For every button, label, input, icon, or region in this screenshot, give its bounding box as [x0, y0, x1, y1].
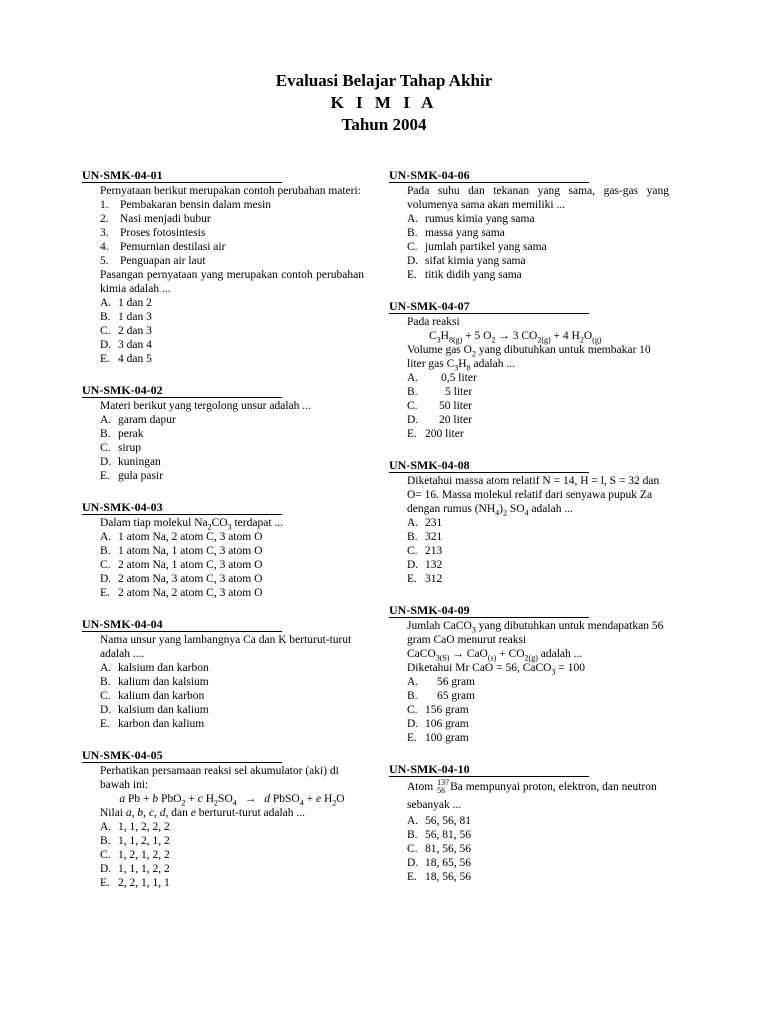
answer-option	[407, 870, 669, 884]
exam-subject: K I M I A	[330, 93, 438, 112]
text-fragment: O	[583, 330, 593, 342]
option-letter: E.	[100, 470, 110, 482]
item-number: 1.	[100, 199, 109, 211]
option-letter: A.	[407, 372, 419, 384]
question-id: UN-SMK-04-04	[82, 617, 282, 632]
option-letter: C.	[407, 545, 418, 557]
option-letter: B.	[100, 545, 111, 557]
text-fragment: Pb +	[125, 793, 153, 805]
option-text: 1 atom Na, 1 atom C, 3 atom O	[118, 545, 263, 557]
option-letter: C.	[100, 325, 111, 337]
answer-option	[407, 717, 669, 731]
list-item	[100, 254, 364, 268]
answer-option	[407, 703, 669, 717]
option-text: 81, 56, 56	[425, 843, 471, 855]
option-text: 0,5 liter	[441, 372, 477, 384]
option-text: perak	[118, 428, 144, 440]
answer-option	[407, 254, 669, 268]
answer-option	[100, 469, 364, 483]
option-letter: A.	[407, 517, 419, 529]
question-text	[407, 474, 669, 516]
option-text: 231	[425, 517, 443, 529]
answer-option	[100, 572, 364, 586]
question-03	[82, 500, 364, 600]
option-letter: A.	[100, 414, 112, 426]
question-text	[100, 516, 364, 530]
answer-option	[100, 441, 364, 455]
answer-options	[100, 296, 364, 366]
answer-option	[100, 717, 364, 731]
text-fragment: +	[303, 793, 316, 805]
option-text: 213	[425, 545, 443, 557]
question-text: Nama unsur yang lambangnya Ca dan K berturut-turut adalah ....	[100, 634, 352, 660]
item-text: Penguapan air laut	[120, 255, 206, 267]
option-text: 56, 81, 56	[425, 829, 471, 841]
statement-list	[100, 198, 364, 268]
option-text: 4 dan 5	[118, 353, 152, 365]
option-letter: D.	[100, 456, 112, 468]
question-01	[82, 168, 364, 366]
text-fragment: C	[429, 330, 437, 342]
option-letter: D.	[100, 573, 112, 585]
option-text: 18, 65, 56	[425, 857, 471, 869]
option-letter: E.	[100, 877, 110, 889]
option-letter: B.	[100, 428, 111, 440]
text-fragment: yang dibutuhkan untuk mendapatkan 56 gram CaO menurut reaksi	[407, 620, 664, 646]
option-letter: D.	[407, 414, 419, 426]
answer-option	[407, 385, 669, 399]
element-symbol: Ba	[450, 781, 463, 793]
item-number: 2.	[100, 213, 109, 225]
text-fragment: +	[185, 793, 198, 805]
text-fragment: Diketahui massa atom relatif N = 14, H = l, S = 32 dan O= 16. Massa molekul relatif dari senyawa pupuk Za dengan rumus (NH	[407, 475, 660, 515]
text-fragment: SO	[507, 503, 525, 515]
option-letter: A.	[100, 821, 112, 833]
nuclide-notation	[437, 779, 449, 795]
option-text: 1, 2, 1, 2, 2	[118, 849, 170, 861]
answer-options	[100, 530, 364, 600]
option-letter: E.	[100, 353, 110, 365]
option-text: 200 liter	[425, 428, 464, 440]
arrow-icon: →	[244, 793, 257, 805]
subscript: 4	[495, 508, 500, 518]
option-text: 1, 1, 2, 2, 2	[118, 821, 170, 833]
answer-option	[407, 731, 669, 745]
option-text: jumlah partikel yang sama	[425, 241, 547, 253]
subscript: (s)	[487, 653, 497, 663]
option-letter: A.	[100, 531, 112, 543]
option-letter: B.	[407, 690, 418, 702]
answer-option	[407, 814, 669, 828]
text-fragment: adalah ...	[537, 648, 583, 660]
answer-option	[407, 828, 669, 842]
reaction-equation	[100, 792, 364, 806]
option-text: sifat kimia yang sama	[425, 255, 526, 267]
reaction-equation	[407, 647, 669, 661]
answer-options	[407, 814, 669, 884]
option-letter: A.	[407, 815, 419, 827]
answer-option	[100, 834, 364, 848]
question-id: UN-SMK-04-10	[389, 762, 589, 777]
answer-option	[407, 675, 669, 689]
subscript: 2	[503, 508, 507, 518]
coef-c: c	[197, 793, 203, 805]
option-text: 132	[425, 559, 443, 571]
variable: e	[190, 807, 196, 819]
text-fragment: CaCO	[407, 648, 436, 660]
answer-options	[407, 212, 669, 282]
answer-option	[100, 689, 364, 703]
question-text: Pada suhu dan tekanan yang sama, gas-gas yang volumenya sama akan memiliki ...	[407, 185, 669, 211]
text-fragment: Diketahui Mr CaO = 56, CaCO	[407, 662, 552, 674]
answer-option	[407, 226, 669, 240]
option-text: 100 gram	[425, 732, 469, 744]
answer-option	[100, 848, 364, 862]
option-letter: C.	[100, 442, 111, 454]
answer-option	[407, 558, 669, 572]
option-text: 1, 1, 2, 1, 2	[118, 835, 170, 847]
option-letter: E.	[407, 428, 417, 440]
text-fragment: = 100	[555, 662, 585, 674]
answer-option	[100, 820, 364, 834]
question-06	[389, 168, 669, 282]
answer-option	[100, 352, 364, 366]
text-fragment: yang dibutuhkan untuk membakar 10 liter gas C	[407, 344, 651, 370]
coef-a: a	[119, 793, 126, 805]
text-fragment: + CO	[496, 648, 525, 660]
option-letter: B.	[407, 227, 418, 239]
coef-e: e	[315, 793, 322, 805]
option-text: 50 liter	[439, 400, 472, 412]
option-letter: C.	[407, 704, 418, 716]
answer-option	[100, 862, 364, 876]
question-text	[407, 343, 669, 371]
item-text: Pembakaran bensin dalam mesin	[120, 199, 272, 211]
list-item	[100, 198, 364, 212]
question-id: UN-SMK-04-06	[389, 168, 589, 183]
option-letter: E.	[100, 587, 110, 599]
option-letter: D.	[407, 718, 419, 730]
option-letter: D.	[100, 863, 112, 875]
answer-option	[407, 399, 669, 413]
question-text: Perhatikan persamaan reaksi sel akumulator (aki) di bawah ini:	[100, 765, 339, 791]
option-letter: A.	[407, 213, 419, 225]
option-text: kuningan	[118, 456, 161, 468]
question-05	[82, 748, 364, 890]
option-text: kalsium dan karbon	[118, 662, 209, 674]
answer-options	[100, 413, 364, 483]
exam-header	[0, 70, 768, 136]
question-id: UN-SMK-04-07	[389, 299, 589, 314]
option-text: 65 gram	[437, 690, 476, 702]
option-text: karbon dan kalium	[118, 718, 205, 730]
text-fragment: + 5 O	[462, 330, 492, 342]
text-fragment: CO	[211, 517, 228, 529]
question-text	[407, 778, 669, 814]
option-letter: D.	[407, 559, 419, 571]
question-id: UN-SMK-04-03	[82, 500, 282, 515]
left-column	[82, 168, 364, 907]
subscript: 2	[491, 335, 496, 345]
option-text: 1 atom Na, 2 atom C, 3 atom O	[118, 531, 263, 543]
question-intro: Pada reaksi	[407, 316, 460, 328]
reaction-equation	[407, 329, 669, 343]
item-text: Nasi menjadi bubur	[120, 213, 211, 225]
option-text: 106 gram	[425, 718, 469, 730]
option-text: 2, 2, 1, 1, 1	[118, 877, 170, 889]
option-text: 56, 56, 81	[425, 815, 471, 827]
subscript: 3	[471, 625, 476, 635]
subscript: 2	[471, 349, 476, 359]
question-10	[389, 762, 669, 884]
answer-option	[407, 530, 669, 544]
option-text: 1 dan 3	[118, 311, 152, 323]
arrow-icon: →	[449, 648, 467, 660]
text-fragment: mempunyai proton, elektron, dan neutron sebanyak ...	[407, 781, 657, 811]
text-fragment: H	[202, 793, 215, 805]
answer-option	[100, 296, 364, 310]
text-fragment: H	[458, 358, 467, 370]
option-letter: C.	[407, 241, 418, 253]
text-fragment: PbO	[158, 793, 182, 805]
option-letter: C.	[100, 690, 111, 702]
option-letter: B.	[100, 835, 111, 847]
exam-year: Tahun 2004	[341, 115, 427, 134]
answer-option	[100, 413, 364, 427]
question-09	[389, 603, 669, 745]
option-letter: D.	[407, 857, 419, 869]
option-text: 156 gram	[425, 704, 469, 716]
option-text: 56 gram	[437, 676, 476, 688]
subscript: 2(g)	[524, 653, 538, 663]
answer-option	[100, 324, 364, 338]
text-fragment: H	[440, 330, 449, 342]
subscript: 4	[299, 798, 304, 808]
question-07	[389, 299, 669, 441]
option-text: 312	[425, 573, 443, 585]
text-fragment: + 4 H	[550, 330, 580, 342]
option-text: gula pasir	[118, 470, 164, 482]
answer-option	[100, 455, 364, 469]
question-08	[389, 458, 669, 586]
subscript: 2(g)	[537, 335, 551, 345]
answer-option	[100, 310, 364, 324]
answer-options	[100, 661, 364, 731]
option-letter: C.	[100, 559, 111, 571]
subscript: 3(S)	[435, 653, 450, 663]
list-item	[100, 212, 364, 226]
text-fragment: adalah ...	[528, 503, 573, 515]
answer-option	[407, 544, 669, 558]
subscript: 8(g)	[448, 335, 463, 345]
subscript: 3	[227, 522, 232, 532]
answer-option	[100, 544, 364, 558]
text-fragment: PbSO	[270, 793, 300, 805]
option-letter: E.	[407, 871, 417, 883]
question-id: UN-SMK-04-01	[82, 168, 282, 183]
answer-option	[100, 530, 364, 544]
text-fragment: 3 CO	[512, 330, 538, 342]
option-text: 3 dan 4	[118, 339, 152, 351]
option-text: 18, 56, 56	[425, 871, 471, 883]
option-text: 5 liter	[445, 386, 473, 398]
question-text: Pasangan pernyataan yang merupakan contoh perubahan kimia adalah ...	[100, 269, 364, 295]
mass-number: 137	[437, 778, 450, 788]
option-letter: C.	[100, 849, 111, 861]
question-text	[100, 806, 364, 820]
option-letter: C.	[407, 843, 418, 855]
option-letter: A.	[100, 297, 112, 309]
coef-b: b	[152, 793, 159, 805]
question-id: UN-SMK-04-09	[389, 603, 589, 618]
answer-option	[407, 689, 669, 703]
item-number: 4.	[100, 241, 109, 253]
option-letter: D.	[100, 339, 112, 351]
answer-option	[100, 661, 364, 675]
text-fragment: O	[336, 793, 345, 805]
answer-options	[100, 820, 364, 890]
subscript: 2	[181, 798, 186, 808]
question-id: UN-SMK-04-05	[82, 748, 282, 763]
text-fragment: Atom	[407, 781, 437, 793]
text-fragment: terdapat ...	[231, 517, 284, 529]
text-fragment: berturut-turut adalah ...	[195, 807, 306, 819]
atomic-number: 56	[437, 786, 446, 796]
item-text: Pemurnian destilasi air	[120, 241, 226, 253]
subscript: 2	[214, 798, 219, 808]
question-id: UN-SMK-04-02	[82, 383, 282, 398]
subscript: 4	[524, 508, 529, 518]
text-fragment: SO	[218, 793, 233, 805]
option-text: sirup	[118, 442, 141, 454]
option-text: kalsium dan kalium	[118, 704, 209, 716]
option-text: titik didih yang sama	[425, 269, 522, 281]
answer-option	[100, 338, 364, 352]
subscript: 4	[232, 798, 237, 808]
option-letter: B.	[407, 829, 418, 841]
option-letter: D.	[407, 255, 419, 267]
option-text: kalium dan kalsium	[118, 676, 209, 688]
option-letter: E.	[100, 718, 110, 730]
answer-options	[407, 675, 669, 745]
option-text: garam dapur	[118, 414, 176, 426]
subscript: (g)	[592, 335, 602, 345]
option-text: 2 atom Na, 2 atom C, 3 atom O	[118, 587, 263, 599]
answer-option	[407, 856, 669, 870]
option-letter: B.	[100, 311, 111, 323]
text-fragment: Jumlah CaCO	[407, 620, 472, 632]
subscript: 8	[466, 363, 471, 373]
option-text: 1, 1, 1, 2, 2	[118, 863, 170, 875]
given-data	[407, 661, 669, 675]
answer-option	[407, 572, 669, 586]
answer-option	[407, 268, 669, 282]
option-text: 2 dan 3	[118, 325, 152, 337]
answer-option	[407, 516, 669, 530]
answer-option	[100, 675, 364, 689]
answer-options	[407, 371, 669, 441]
answer-option	[407, 371, 669, 385]
list-item	[100, 226, 364, 240]
variables: a, b, c, d,	[125, 807, 169, 819]
option-text: 20 liter	[439, 414, 472, 426]
item-number: 5.	[100, 255, 109, 267]
text-fragment: adalah ...	[470, 358, 515, 370]
option-text: massa yang sama	[425, 227, 505, 239]
answer-option	[100, 427, 364, 441]
question-id: UN-SMK-04-08	[389, 458, 589, 473]
item-number: 3.	[100, 227, 109, 239]
option-letter: E.	[407, 573, 417, 585]
list-item	[100, 240, 364, 254]
subscript: 3	[551, 667, 556, 677]
subscript: 2	[207, 522, 212, 532]
answer-options	[407, 516, 669, 586]
option-letter: B.	[407, 386, 418, 398]
answer-option	[100, 876, 364, 890]
option-letter: D.	[100, 704, 112, 716]
question-04	[82, 617, 364, 731]
answer-option	[407, 240, 669, 254]
option-letter: B.	[100, 676, 111, 688]
subscript: 2	[579, 335, 584, 345]
text-fragment: CaO	[466, 648, 488, 660]
item-text: Proses fotosintesis	[120, 227, 206, 239]
option-letter: E.	[407, 732, 417, 744]
arrow-icon: →	[495, 330, 513, 342]
question-02	[82, 383, 364, 483]
option-letter: A.	[407, 676, 419, 688]
answer-option	[407, 842, 669, 856]
question-intro: Pernyataan berikut merupakan contoh perubahan materi:	[100, 185, 361, 197]
subscript: 3	[436, 335, 441, 345]
text-fragment: )	[499, 503, 503, 515]
text-fragment: Dalam tiap molekul Na	[100, 517, 208, 529]
text-fragment: H	[321, 793, 333, 805]
option-text: 321	[425, 531, 443, 543]
option-letter: A.	[100, 662, 112, 674]
question-text	[407, 619, 669, 647]
coef-d: d	[264, 793, 270, 805]
answer-option	[407, 212, 669, 226]
text-fragment: Nilai	[100, 807, 126, 819]
option-text: rumus kimia yang sama	[425, 213, 535, 225]
answer-option	[407, 413, 669, 427]
answer-option	[407, 427, 669, 441]
option-letter: C.	[407, 400, 418, 412]
right-column	[389, 168, 669, 901]
text-fragment: dan	[168, 807, 191, 819]
option-text: 1 dan 2	[118, 297, 152, 309]
exam-title: Evaluasi Belajar Tahap Akhir	[275, 71, 493, 90]
option-text: kalium dan karbon	[118, 690, 205, 702]
option-letter: B.	[407, 531, 418, 543]
option-text: 2 atom Na, 3 atom C, 3 atom O	[118, 573, 263, 585]
subscript: 2	[332, 798, 337, 808]
text-fragment: Volume gas O	[407, 344, 472, 356]
answer-option	[100, 558, 364, 572]
answer-option	[100, 586, 364, 600]
subscript: 3	[454, 363, 459, 373]
option-text: 2 atom Na, 1 atom C, 3 atom O	[118, 559, 263, 571]
question-text: Materi berikut yang tergolong unsur adalah ...	[100, 400, 311, 412]
option-letter: E.	[407, 269, 417, 281]
answer-option	[100, 703, 364, 717]
